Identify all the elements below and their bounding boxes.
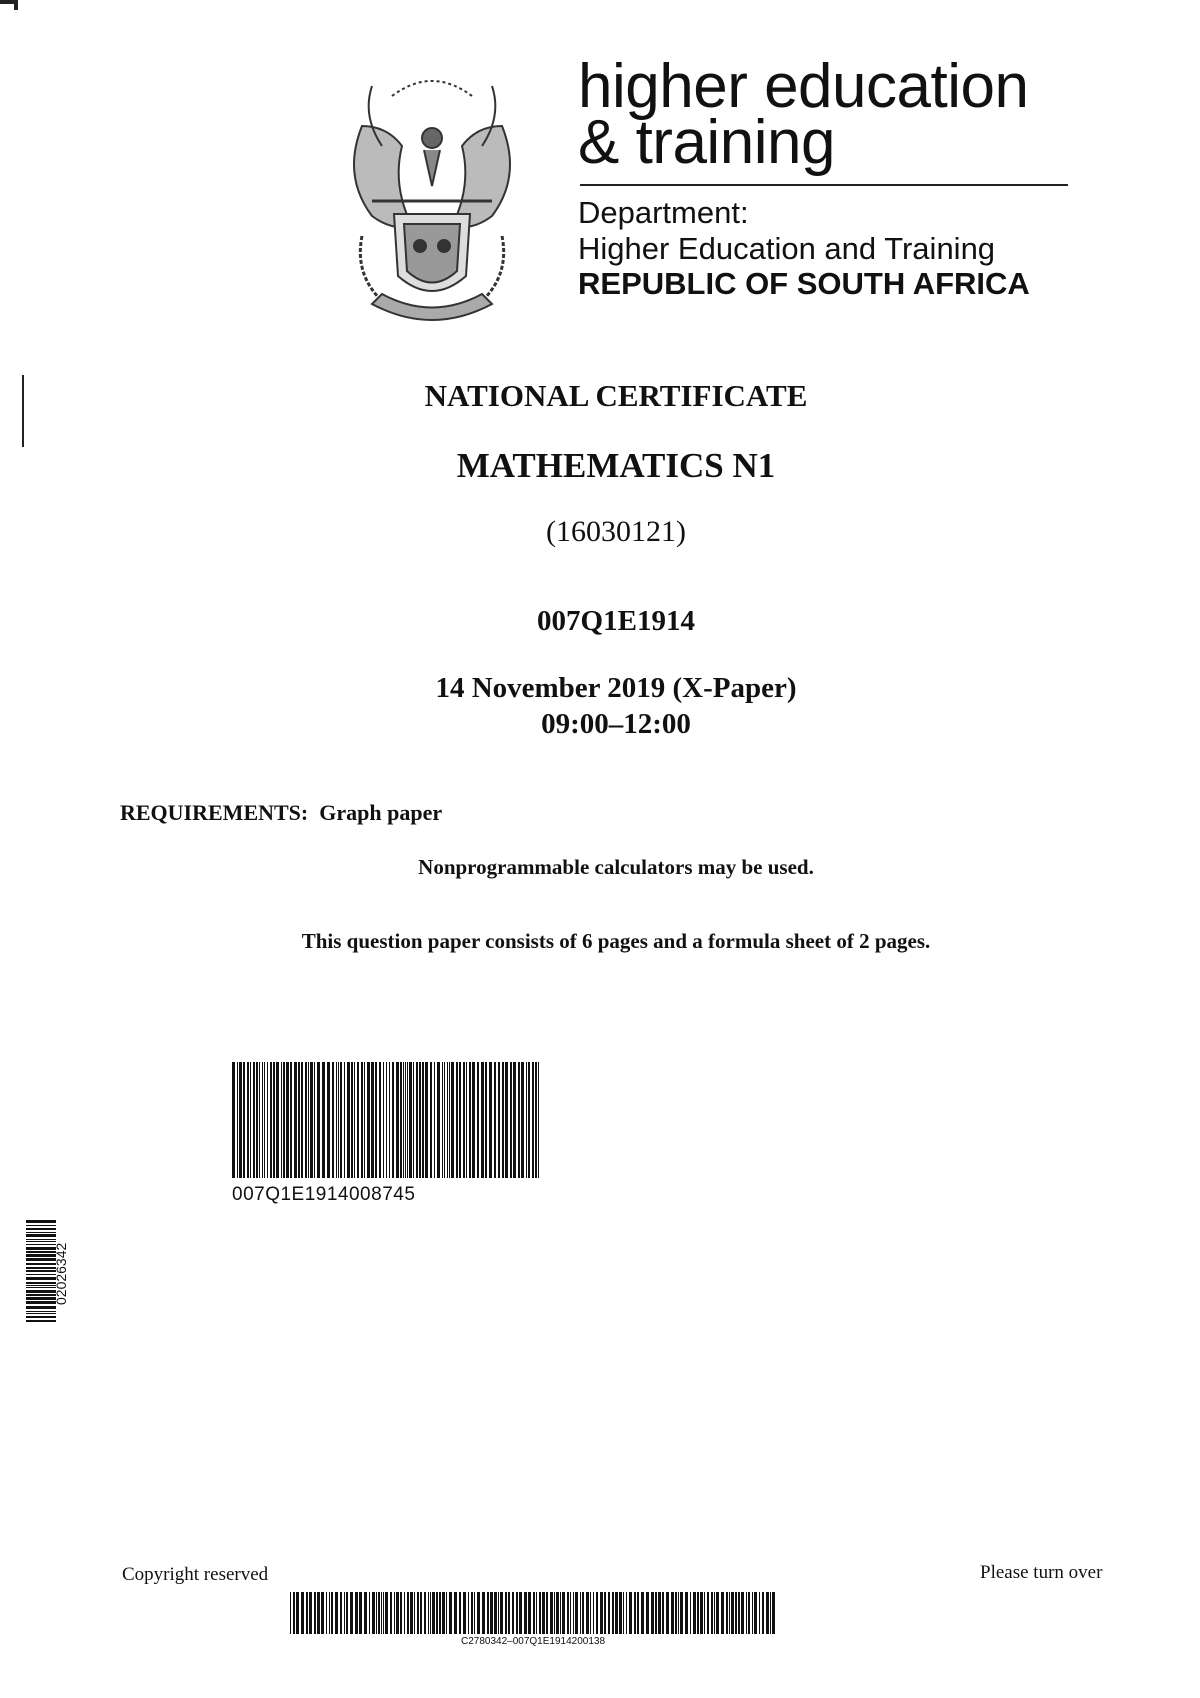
copyright-notice: Copyright reserved bbox=[122, 1564, 269, 1585]
department-name: Higher Education and Training bbox=[578, 231, 996, 266]
barcode-main bbox=[232, 1062, 540, 1178]
exam-date: 14 November 2019 (X-Paper) bbox=[435, 672, 797, 704]
subject-title: MATHEMATICS N1 bbox=[456, 446, 776, 485]
exam-time: 09:00–12:00 bbox=[541, 708, 691, 740]
brand-title-line2: & training bbox=[578, 108, 835, 177]
barcode-side-number: 02026342 bbox=[53, 1242, 69, 1305]
barcode-side bbox=[26, 1220, 56, 1322]
scan-mark bbox=[14, 0, 18, 10]
barcode-footer bbox=[290, 1592, 776, 1634]
requirements bbox=[120, 800, 442, 826]
brand-title-line1: higher education bbox=[578, 52, 1029, 121]
page-count-note: This question paper consists of 6 pages and a formula sheet of 2 pages. bbox=[301, 929, 931, 953]
certificate-title: NATIONAL CERTIFICATE bbox=[424, 378, 808, 413]
turn-over-notice: Please turn over bbox=[980, 1562, 1103, 1583]
requirements-label: REQUIREMENTS: bbox=[120, 800, 309, 825]
country-name: REPUBLIC OF SOUTH AFRICA bbox=[578, 266, 1030, 301]
barcode-main-number: 007Q1E1914008745 bbox=[232, 1184, 416, 1205]
coat-of-arms-icon bbox=[332, 66, 532, 328]
brand-divider bbox=[580, 184, 1068, 186]
requirements-value: Graph paper bbox=[319, 800, 443, 825]
barcode-footer-number: C2780342–007Q1E1914200138 bbox=[460, 1636, 606, 1647]
calculator-note: Nonprogrammable calculators may be used. bbox=[418, 855, 814, 879]
paper-id: 007Q1E1914 bbox=[537, 605, 695, 637]
subject-code: (16030121) bbox=[546, 515, 686, 548]
department-label: Department: bbox=[578, 195, 749, 230]
